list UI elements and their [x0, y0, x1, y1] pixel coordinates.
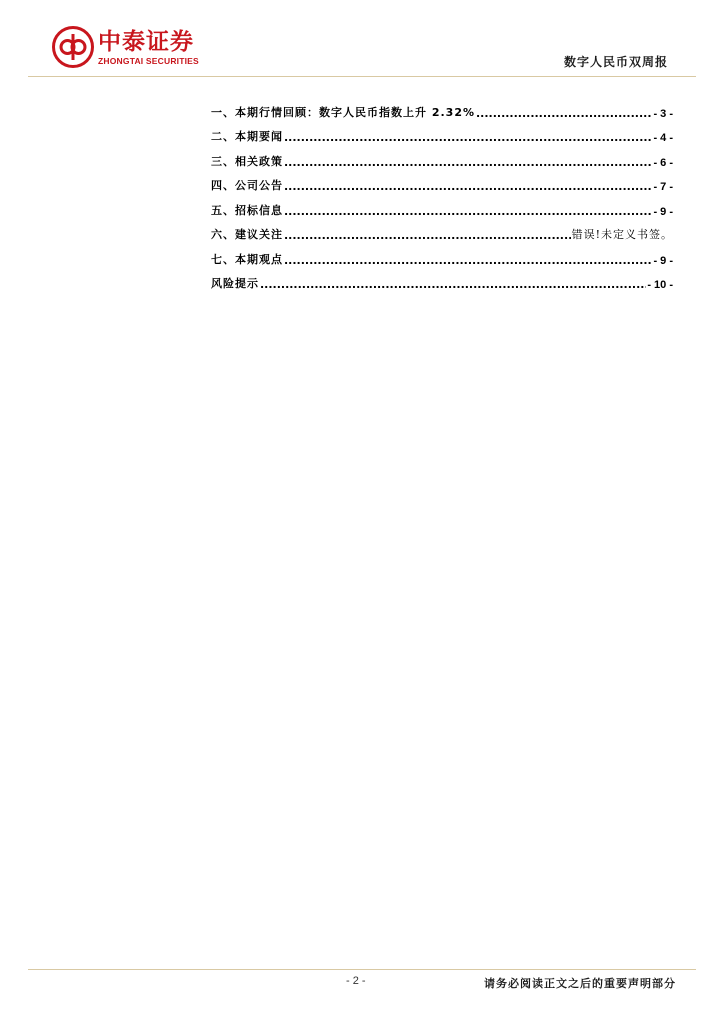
toc-item-page[interactable]: - 4 -: [653, 132, 673, 144]
toc-item[interactable]: [211, 169, 673, 194]
toc-item-title[interactable]: 二、本期要闻: [211, 130, 283, 143]
toc-item-title[interactable]: 五、招标信息: [211, 203, 283, 217]
page-header: [0, 0, 724, 80]
toc-item[interactable]: [211, 267, 673, 292]
toc-dot-leader: [284, 156, 652, 169]
toc-item-title[interactable]: 三、相关政策: [211, 154, 283, 168]
toc-item-page-error[interactable]: 错误!未定义书签。: [571, 228, 673, 241]
toc-item-title[interactable]: 六、建议关注: [211, 228, 283, 241]
header-divider: [28, 76, 696, 77]
toc-dot-leader: [476, 107, 652, 120]
company-logo: [52, 26, 199, 68]
toc-item-title[interactable]: 一、本期行情回顾：数字人民币指数上升 2.32%: [211, 105, 475, 119]
zhongtai-logo-icon: [52, 26, 94, 68]
page-number: - 2 -: [346, 975, 366, 987]
toc-item-page[interactable]: - 6 -: [653, 156, 673, 169]
toc-dot-leader: [284, 229, 571, 242]
table-of-contents: [211, 95, 673, 291]
toc-item[interactable]: [211, 242, 673, 267]
toc-item-title[interactable]: 七、本期观点: [211, 252, 283, 266]
toc-item[interactable]: [211, 218, 673, 243]
report-name: 数字人民币双周报: [563, 55, 668, 69]
toc-item[interactable]: [211, 193, 673, 218]
logo-name-en: ZHONGTAI SECURITIES: [98, 55, 199, 66]
toc-item-page[interactable]: - 9 -: [653, 254, 673, 267]
toc-item[interactable]: [211, 120, 673, 145]
toc-dot-leader: [284, 131, 652, 144]
toc-dot-leader: [284, 180, 652, 193]
toc-item[interactable]: [211, 95, 673, 120]
logo-name-cn: 中泰证券: [98, 28, 194, 55]
footer-disclaimer: 请务必阅读正文之后的重要声明部分: [484, 977, 676, 990]
footer-divider: [28, 969, 696, 970]
toc-item-title[interactable]: 四、公司公告: [211, 179, 283, 192]
toc-dot-leader: [284, 205, 652, 218]
toc-item-page[interactable]: - 7 -: [653, 181, 673, 193]
toc-item[interactable]: [211, 144, 673, 169]
toc-item-page[interactable]: - 10 -: [647, 279, 673, 291]
toc-item-page[interactable]: - 3 -: [653, 107, 673, 120]
toc-dot-leader: [260, 278, 646, 291]
toc-dot-leader: [284, 254, 652, 267]
logo-text: [98, 29, 199, 66]
toc-item-title[interactable]: 风险提示: [211, 277, 259, 290]
toc-item-page[interactable]: - 9 -: [653, 205, 673, 218]
